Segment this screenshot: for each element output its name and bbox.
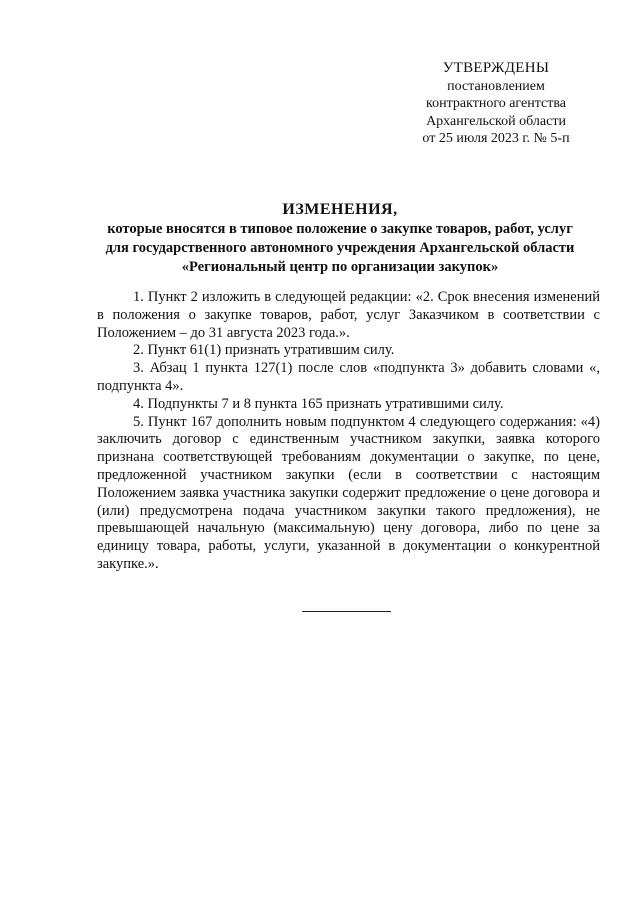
amendment-item: 3. Абзац 1 пункта 127(1) после слов «подпункта 3» добавить словами «, подпункта 4». (97, 360, 600, 394)
approval-line: постановлением (447, 78, 545, 94)
amendment-item: 4. Подпункты 7 и 8 пункта 165 признать утратившими силу. (133, 395, 504, 412)
document-heading (70, 200, 610, 277)
approval-title: УТВЕРЖДЕНЫ (442, 60, 550, 76)
amendment-item: 1. Пункт 2 изложить в следующей редакции: «2. Срок внесения изменений в положения о закупке товаров, работ, услуг Заказчиком в соответствии с Положением – до 31 августа 2023 года.». (97, 289, 600, 341)
amendment-item: 2. Пункт 61(1) признать утратившим силу. (133, 342, 395, 359)
amendment-item: 5. Пункт 167 дополнить новым подпунктом 4 следующего содержания: «4) заключить договор с единственным участником закупки, заявка которого признана соответствующей требованиям документации о закупке, по цене, предложенной участником закупки (если в соответствии с настоящим Положением заявка участника закупки содержит предложение о цене договора и (или) предусмотрена подача участником закупки такого предложения), не превышающей начальную (максимальную) цену договора, либо по цене за единицу товара, работы, услуги, указанной в документации о конкурентной закупке.». (97, 413, 600, 572)
approval-line: контрактного агентства (426, 96, 566, 111)
document-title: ИЗМЕНЕНИЯ, (282, 201, 398, 218)
approval-stamp (396, 60, 596, 148)
approval-date-line: от 25 июля 2023 г. № 5-п (422, 131, 570, 146)
end-separator-line (302, 611, 391, 612)
document-body (97, 289, 600, 574)
approval-line: Архангельской области (426, 113, 566, 129)
document-subtitle-line: которые вносятся в типовое положение о закупке товаров, работ, услуг (107, 221, 573, 237)
document-subtitle-line: для государственного автономного учреждения Архангельской области (105, 240, 575, 256)
document-subtitle-line: «Региональный центр по организации закупок» (181, 259, 499, 275)
